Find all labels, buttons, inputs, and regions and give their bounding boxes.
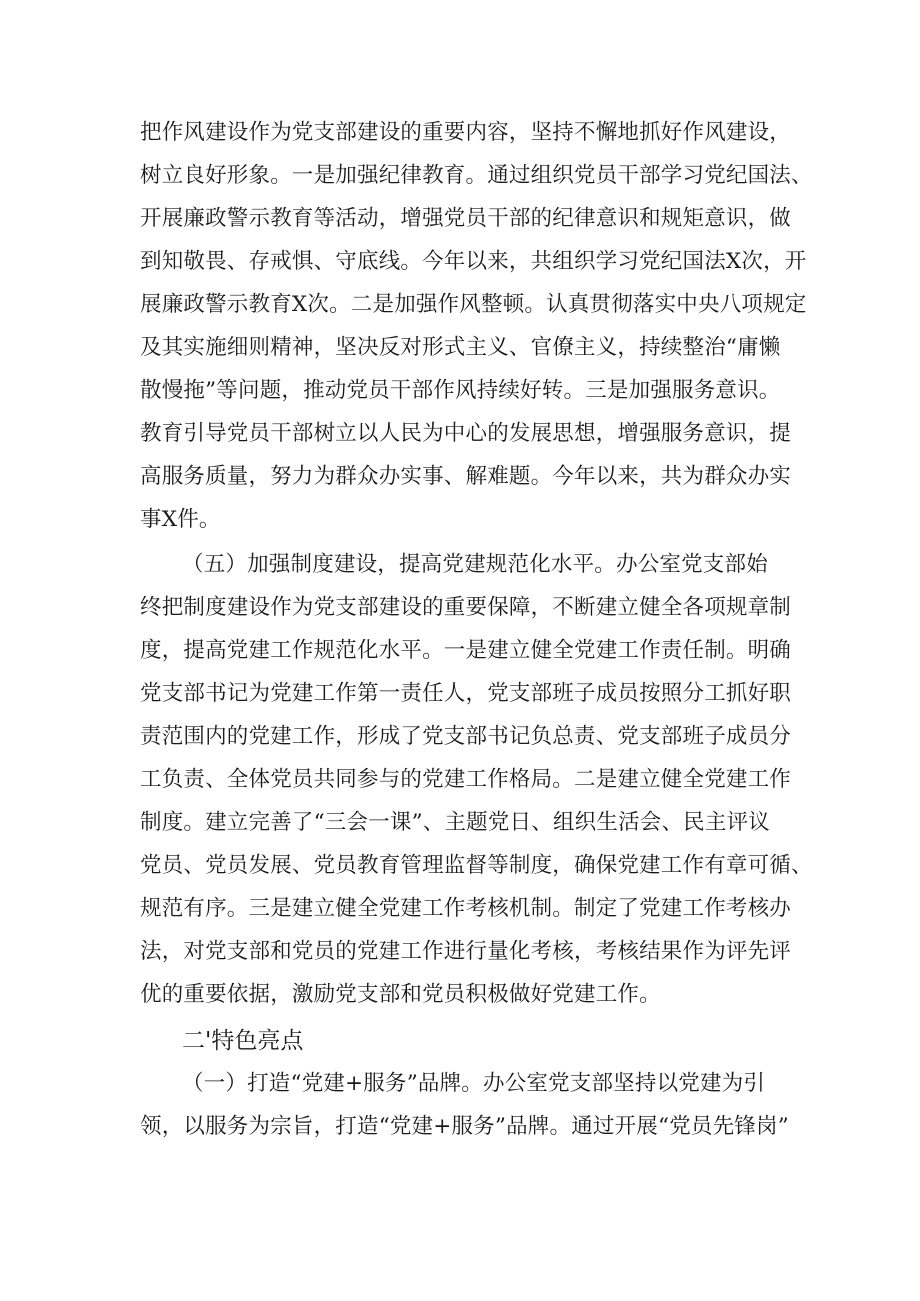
body-line: 党支部书记为党建工作第一责任人，党支部班子成员按照分工抓好职: [140, 681, 792, 706]
body-line: 事X件。: [140, 507, 221, 532]
body-line: 度，提高党建工作规范化水平。一是建立健全党建工作责任制。明确: [140, 638, 792, 663]
body-line: 开展廉政警示教育等活动，增强党员干部的纪律意识和规矩意识，做: [140, 206, 792, 231]
body-line: 制度。建立完善了“三会一课”、主题党日、组织生活会、民主评议: [140, 810, 770, 835]
body-line: 法，对党支部和党员的党建工作进行量化考核，考核结果作为评先评: [140, 939, 792, 964]
body-line: 及其实施细则精神，坚决反对形式主义、官僚主义，持续整治“庸懒: [140, 335, 781, 360]
body-line: 党员、党员发展、党员教育管理监督等制度，确保党建工作有章可循、: [140, 853, 813, 878]
body-line: 高服务质量，努力为群众办实事、解难题。今年以来，共为群众办实: [140, 464, 792, 489]
body-line: 教育引导党员干部树立以人民为中心的发展思想，增强服务意识，提: [140, 421, 792, 446]
body-line: 责范围内的党建工作，形成了党支部书记负总责、党支部班子成员分: [140, 724, 792, 749]
paragraph-first-line: （一）打造“党建+服务”品牌。办公室党支部坚持以党建为引: [182, 1071, 766, 1096]
body-line: 把作风建设作为党支部建设的重要内容，坚持不懈地抓好作风建设，: [140, 120, 792, 145]
body-line: 领，以服务为宗旨，打造“党建+服务”品牌。通过开展“党员先锋岗”: [140, 1114, 789, 1139]
body-line: 优的重要依据，激励党支部和党员积极做好党建工作。: [140, 982, 661, 1007]
body-line: 展廉政警示教育X次。二是加强作风整顿。认真贯彻落实中央八项规定: [140, 292, 807, 317]
body-line: 树立良好形象。一是加强纪律教育。通过组织党员干部学习党纪国法、: [140, 163, 813, 188]
body-line: 规范有序。三是建立健全党建工作考核机制。制定了党建工作考核办: [140, 896, 792, 921]
body-line: 到知敬畏、存戒惧、守底线。今年以来，共组织学习党纪国法X次，开: [140, 249, 807, 274]
body-line: 散慢拖”等问题，推动党员干部作风持续好转。三是加强服务意识。: [140, 378, 781, 403]
body-line: 终把制度建设作为党支部建设的重要保障，不断建立健全各项规章制: [140, 595, 792, 620]
paragraph-first-line: （五）加强制度建设，提高党建规范化水平。办公室党支部始: [182, 552, 768, 577]
body-line: 工负责、全体党员共同参与的党建工作格局。二是建立健全党建工作: [140, 767, 792, 792]
section-heading: 二'特色亮点: [182, 1028, 304, 1054]
